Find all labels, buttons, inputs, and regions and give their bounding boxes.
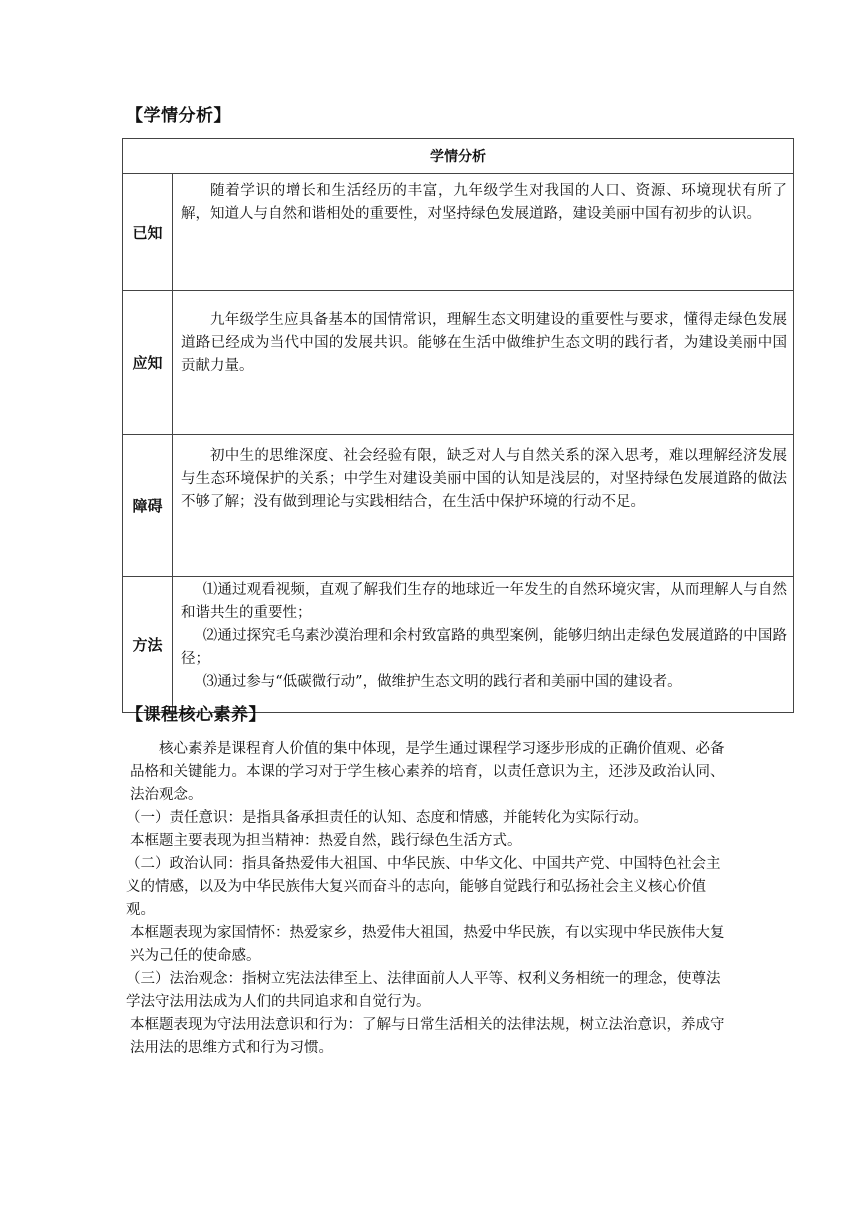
method-item: ⑴通过观看视频，直观了解我们生存的地球近一年发生的自然环境灾害，从而理解人与自然和谐共生的重要性； [181,582,787,621]
method-item: ⑵通过探究毛乌素沙漠治理和余村致富路的典型案例，能够归纳出走绿色发展道路的中国路径； [181,628,787,667]
row-content-obstacle [173,435,794,577]
responsibility-definition: （一）责任意识：是指具备承担责任的认知、态度和情感，并能转化为实际行动。 [126,810,648,826]
method-item: ⑶通过参与“低碳微行动”，做维护生态文明的践行者和美丽中国的建设者。 [202,674,682,690]
row-content-known [173,174,794,291]
core-literacy-intro: 核心素养是课程育人价值的集中体现，是学生通过课程学习逐步形成的正确价值观、必备品格和关键能力。本课的学习对于学生核心素养的培育，以责任意识为主，还涉及政治认同、法治观念。 [130,741,725,803]
table-title: 学情分析 [123,139,794,174]
rule-of-law-definition: （三）法治观念：指树立宪法法律至上、法律面前人人平等、权利义务相统一的理念，使尊法学法守法用法成为人们的共同追求和自觉行为。 [126,971,721,1010]
political-identity-expression: 本框题表现为家国情怀：热爱家乡，热爱伟大祖国，热爱中华民族，有以实现中华民族伟大复兴为己任的使命感。 [130,925,725,964]
responsibility-expression: 本框题主要表现为担当精神：热爱自然，践行绿色生活方式。 [130,833,522,849]
row-label-should-know: 应知 [123,291,173,435]
learning-analysis-table [122,138,794,713]
table-title-row [123,139,794,174]
rule-of-law-expression: 本框题表现为守法用法意识和行为：了解与日常生活相关的法律法规，树立法治意识，养成守法用法的思维方式和行为习惯。 [130,1017,725,1056]
table-row-method [123,577,794,713]
learning-analysis-heading: 【学情分析】 [126,106,231,126]
core-literacy-body [126,738,734,1060]
row-paragraph: 九年级学生应具备基本的国情常识，理解生态文明建设的重要性与要求，懂得走绿色发展道路已经成为当代中国的发展共识。能够在生活中做维护生态文明的践行者，为建设美丽中国贡献力量。 [181,312,787,374]
row-content-method [173,577,794,713]
row-paragraph: 随着学识的增长和生活经历的丰富，九年级学生对我国的人口、资源、环境现状有所了解，知道人与自然和谐相处的重要性，对坚持绿色发展道路，建设美丽中国有初步的认识。 [181,183,787,222]
row-label-known: 已知 [123,174,173,291]
row-content-should-know [173,291,794,435]
row-label-method: 方法 [123,577,173,713]
table-row-obstacle [123,435,794,577]
table-row-known [123,174,794,291]
table-row-should-know [123,291,794,435]
core-literacy-heading: 【课程核心素养】 [126,705,266,725]
political-identity-definition: （二）政治认同：指具备热爱伟大祖国、中华民族、中华文化、中国共产党、中国特色社会主义的情感，以及为中华民族伟大复兴而奋斗的志向，能够自觉践行和弘扬社会主义核心价值观。 [126,856,721,918]
row-paragraph: 初中生的思维深度、社会经验有限，缺乏对人与自然关系的深入思考，难以理解经济发展与生态环境保护的关系；中学生对建设美丽中国的认知是浅层的，对坚持绿色发展道路的做法不够了解；没有做到理论与实践相结合，在生活中保护环境的行动不足。 [181,448,787,510]
row-label-obstacle: 障碍 [123,435,173,577]
